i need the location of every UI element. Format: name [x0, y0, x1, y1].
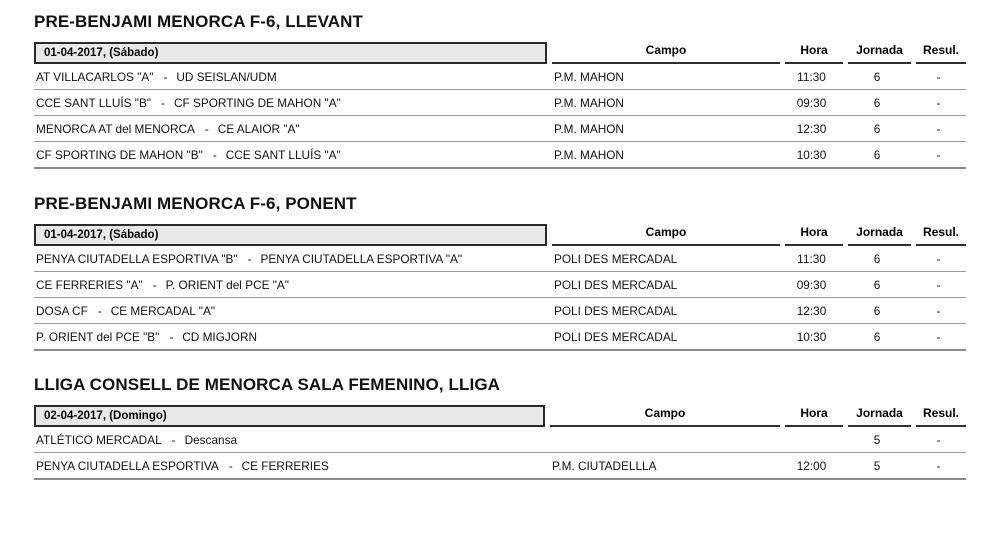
hora-cell: 10:30 [796, 147, 827, 162]
date-header: 01-04-2017, (Sábado) [34, 224, 547, 246]
resul-cell: - [936, 95, 941, 110]
campo-cell: POLI DES MERCADAL [554, 329, 678, 344]
campo-cell: P.M. MAHON [554, 95, 624, 110]
home-team: CCE SANT LLUÍS "B" [36, 95, 152, 110]
resul-cell: - [936, 303, 941, 318]
column-header-resul: Resul. [916, 224, 966, 246]
hora-cell: 09:30 [796, 95, 827, 110]
fixtures-table [0, 224, 1000, 351]
section-title: LLIGA CONSELL DE MENORCA SALA FEMENINO, LLIGA [34, 375, 501, 394]
campo-cell: P.M. MAHON [554, 121, 624, 136]
jornada-cell: 6 [873, 303, 881, 318]
jornada-cell: 6 [873, 147, 881, 162]
away-team: P. ORIENT del PCE "A" [165, 277, 289, 292]
match-cell [34, 122, 547, 136]
vs-separator: - [163, 69, 168, 84]
match-cell [34, 278, 547, 292]
section-title: PRE-BENJAMI MENORCA F-6, PONENT [34, 194, 357, 213]
match-cell [34, 433, 545, 447]
table-row [34, 116, 966, 142]
home-team: AT VILLACARLOS "A" [36, 69, 154, 84]
vs-separator: - [228, 458, 233, 473]
hora-cell: 11:30 [797, 69, 826, 84]
home-team: P. ORIENT del PCE "B" [36, 329, 160, 344]
jornada-cell: 6 [873, 95, 881, 110]
table-row [34, 298, 966, 324]
home-team: DOSA CF [36, 303, 88, 318]
hora-cell: 12:00 [796, 458, 827, 473]
match-cell [34, 148, 547, 162]
column-header-campo: Campo [550, 405, 780, 427]
table-header-row [34, 42, 966, 64]
match-cell [34, 70, 547, 84]
away-team: PENYA CIUTADELLA ESPORTIVA "A" [260, 251, 463, 266]
table-row [34, 272, 966, 298]
hora-cell: 12:30 [796, 121, 827, 136]
vs-separator: - [247, 251, 252, 266]
column-header-hora: Hora [785, 42, 843, 64]
home-team: ATLÉTICO MERCADAL [36, 432, 162, 447]
column-header-hora: Hora [785, 224, 843, 246]
resul-cell: - [936, 147, 941, 162]
resul-cell: - [936, 69, 941, 84]
date-header: 02-04-2017, (Domingo) [34, 405, 545, 427]
jornada-cell: 6 [873, 329, 881, 344]
resul-cell: - [936, 432, 941, 447]
vs-separator: - [97, 303, 102, 318]
away-team: CE MERCADAL "A" [110, 303, 216, 318]
match-cell [34, 330, 547, 344]
jornada-cell: 6 [873, 251, 881, 266]
campo-cell: POLI DES MERCADAL [554, 277, 678, 292]
column-header-campo: Campo [552, 224, 780, 246]
column-header-jornada: Jornada [848, 224, 911, 246]
hora-cell: 09:30 [796, 277, 827, 292]
resul-cell: - [936, 121, 941, 136]
jornada-cell: 6 [873, 277, 881, 292]
competition-section-llevant [0, 12, 1000, 169]
jornada-cell: 5 [873, 432, 881, 447]
table-row [34, 324, 966, 351]
table-row [34, 90, 966, 116]
column-header-hora: Hora [785, 405, 843, 427]
away-team: CD MIGJORN [182, 329, 257, 344]
match-cell [34, 252, 547, 266]
home-team: MENORCA AT del MENORCA [36, 121, 195, 136]
column-header-jornada: Jornada [848, 405, 911, 427]
resul-cell: - [936, 458, 941, 473]
resul-cell: - [936, 277, 941, 292]
section-title: PRE-BENJAMI MENORCA F-6, LLEVANT [34, 12, 364, 31]
home-team: PENYA CIUTADELLA ESPORTIVA [36, 458, 219, 473]
column-header-resul: Resul. [916, 405, 966, 427]
table-row [34, 246, 966, 272]
home-team: CF SPORTING DE MAHON "B" [36, 147, 203, 162]
match-cell [34, 304, 547, 318]
table-row [34, 142, 966, 169]
competition-section-ponent [0, 194, 1000, 351]
campo-cell: P.M. MAHON [554, 147, 624, 162]
away-team: CE ALAIOR "A" [217, 121, 300, 136]
column-header-resul: Resul. [916, 42, 966, 64]
away-team: CE FERRERIES [241, 458, 329, 473]
vs-separator: - [212, 147, 217, 162]
table-row [34, 453, 966, 480]
campo-cell: P.M. CIUTADELLLA [552, 458, 657, 473]
home-team: PENYA CIUTADELLA ESPORTIVA "B" [36, 251, 238, 266]
campo-cell: POLI DES MERCADAL [554, 303, 678, 318]
vs-separator: - [152, 277, 157, 292]
match-cell [34, 459, 545, 473]
away-team: Descansa [184, 432, 238, 447]
column-header-jornada: Jornada [848, 42, 911, 64]
campo-cell: POLI DES MERCADAL [554, 251, 678, 266]
table-header-row [34, 224, 966, 246]
resul-cell: - [936, 251, 941, 266]
fixtures-table [0, 42, 1000, 169]
home-team: CE FERRERIES "A" [36, 277, 143, 292]
vs-separator: - [161, 95, 165, 110]
table-header-row [34, 405, 966, 427]
jornada-cell: 5 [873, 458, 881, 473]
table-row [34, 64, 966, 90]
date-header: 01-04-2017, (Sábado) [34, 42, 547, 64]
away-team: CF SPORTING DE MAHON "A" [173, 95, 341, 110]
hora-cell: 12:30 [796, 303, 827, 318]
vs-separator: - [169, 329, 174, 344]
campo-cell: P.M. MAHON [554, 69, 624, 84]
jornada-cell: 6 [873, 69, 881, 84]
resul-cell: - [936, 329, 941, 344]
hora-cell: 11:30 [797, 251, 826, 266]
vs-separator: - [204, 121, 209, 136]
table-row [34, 427, 966, 453]
competition-section-femenino [0, 375, 1000, 480]
match-cell [34, 96, 547, 110]
column-header-campo: Campo [552, 42, 780, 64]
hora-cell: 10:30 [796, 329, 827, 344]
vs-separator: - [171, 432, 176, 447]
jornada-cell: 6 [873, 121, 881, 136]
away-team: CCE SANT LLUÍS "A" [225, 147, 341, 162]
fixtures-table [0, 405, 1000, 480]
away-team: UD SEISLAN/UDM [176, 69, 277, 84]
